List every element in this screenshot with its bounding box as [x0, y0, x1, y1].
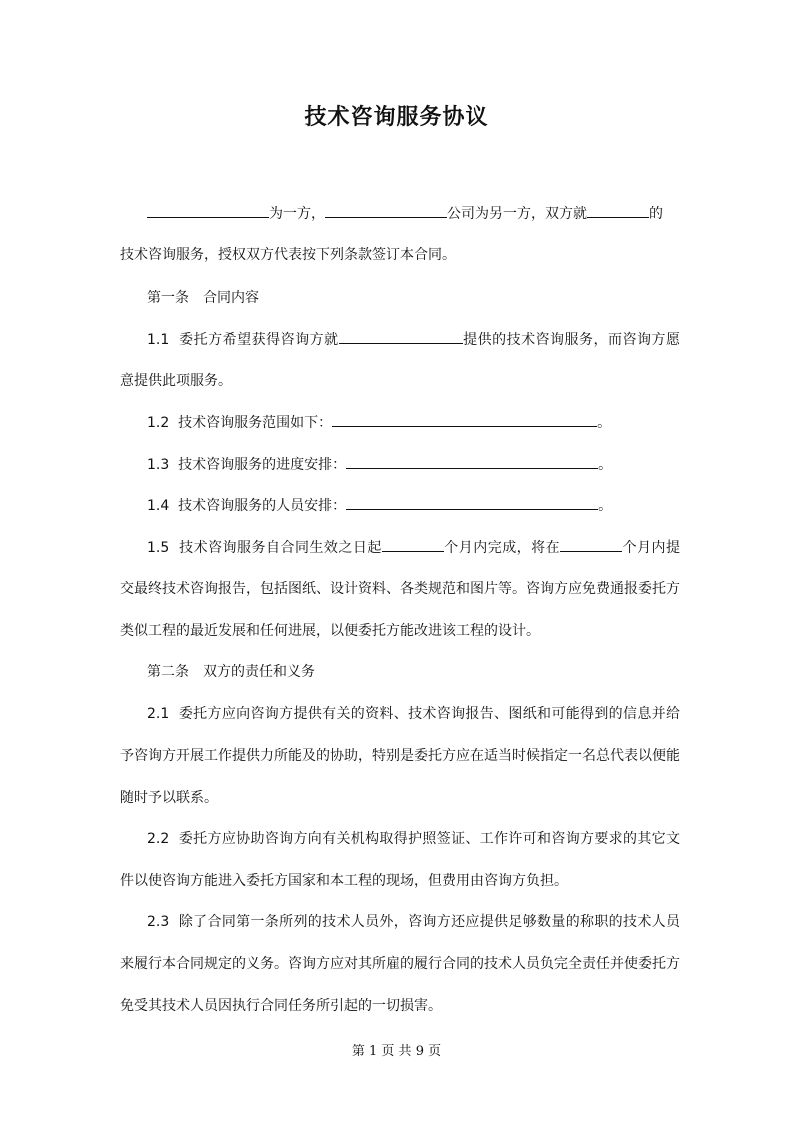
clause-1-5-line-2: 交最终技术咨询报告，包括图纸、设计资料、各类规范和图片等。咨询方应免费通报委托方 — [120, 581, 680, 597]
clause-1-1-line-2: 意提供此项服务。 — [120, 373, 232, 389]
clause-1-5-line-3: 类似工程的最近发展和任何进展，以便委托方能改进该工程的设计。 — [120, 623, 540, 639]
intro-line-2: 技术咨询服务，授权双方代表按下列条款签订本合同。 — [120, 247, 456, 263]
clause-number: 2.2 — [147, 831, 170, 847]
clause-1-5-line-1 — [147, 536, 680, 559]
clause-2-3-line-2: 来履行本合同规定的义务。咨询方应对其所雇的履行合同的技术人员负完全责任并使委托方 — [120, 956, 680, 972]
clause-2-1-line-2: 予咨询方开展工作提供力所能及的协助，特别是委托方应在适当时候指定一名总代表以便能 — [120, 748, 680, 764]
blank-months-report — [560, 536, 622, 552]
blank-personnel — [346, 494, 598, 510]
intro-line-1 — [147, 202, 680, 225]
blank-schedule — [346, 453, 598, 469]
clause-1-2 — [147, 411, 680, 434]
clause-1-4 — [147, 494, 680, 517]
clause-text: 委托方应向咨询方提供有关的资料、技术咨询报告、图纸和可能得到的信息并给 — [178, 706, 680, 722]
document-title: 技术咨询服务协议 — [304, 104, 489, 130]
clause-2-1-line-1 — [147, 703, 680, 725]
clause-1-1-line-1 — [147, 328, 680, 351]
clause-2-2-line-2: 件以使咨询方能进入委托方国家和本工程的现场，但费用由咨询方负担。 — [120, 873, 568, 889]
blank-party-b — [325, 202, 447, 218]
clause-text: 技术咨询服务自合同生效之日起 — [179, 540, 382, 556]
intro-text-a: 为一方， — [269, 206, 325, 222]
article-1-heading: 第一条 合同内容 — [147, 290, 259, 306]
page-footer: 第 1 页 共 9 页 — [351, 1044, 442, 1059]
blank-project — [339, 328, 463, 344]
period-mark: 。 — [598, 457, 613, 473]
blank-subject — [587, 202, 649, 218]
blank-months-complete — [382, 536, 444, 552]
intro-text-b: 公司为另一方，双方就 — [447, 206, 587, 222]
clause-text: 提供的技术咨询服务，而咨询方愿 — [462, 332, 681, 348]
clause-text: 委托方应协助咨询方向有关机构取得护照签证、工作许可和咨询方要求的其它文 — [178, 831, 680, 847]
clause-number: 1.3 — [147, 457, 170, 473]
clause-text: 个月内提 — [622, 540, 681, 556]
clause-text: 技术咨询服务的进度安排： — [178, 457, 347, 473]
clause-number: 1.5 — [147, 540, 170, 556]
clause-2-2-line-1 — [147, 828, 680, 850]
clause-1-3 — [147, 453, 680, 476]
clause-number: 1.1 — [147, 332, 170, 348]
clause-number: 2.1 — [147, 706, 170, 722]
article-2-heading: 第二条 双方的责任和义务 — [147, 664, 315, 680]
clause-text: 技术咨询服务的人员安排： — [178, 498, 347, 514]
blank-scope — [332, 411, 597, 427]
clause-text: 个月内完成，将在 — [443, 540, 561, 556]
period-mark: 。 — [597, 415, 612, 431]
clause-2-1-line-3: 随时予以联系。 — [120, 790, 218, 806]
intro-text-c: 的 — [649, 206, 663, 222]
clause-number: 1.2 — [147, 415, 170, 431]
clause-number: 2.3 — [147, 914, 170, 930]
clause-text: 委托方希望获得咨询方就 — [179, 332, 339, 348]
clause-text: 技术咨询服务范围如下： — [178, 415, 333, 431]
period-mark: 。 — [598, 498, 613, 514]
blank-party-a — [147, 202, 269, 218]
clause-2-3-line-3: 免受其技术人员因执行合同任务所引起的一切损害。 — [120, 998, 442, 1014]
clause-2-3-line-1 — [147, 911, 680, 933]
clause-number: 1.4 — [147, 498, 170, 514]
clause-text: 除了合同第一条所列的技术人员外，咨询方还应提供足够数量的称职的技术人员 — [178, 914, 680, 930]
